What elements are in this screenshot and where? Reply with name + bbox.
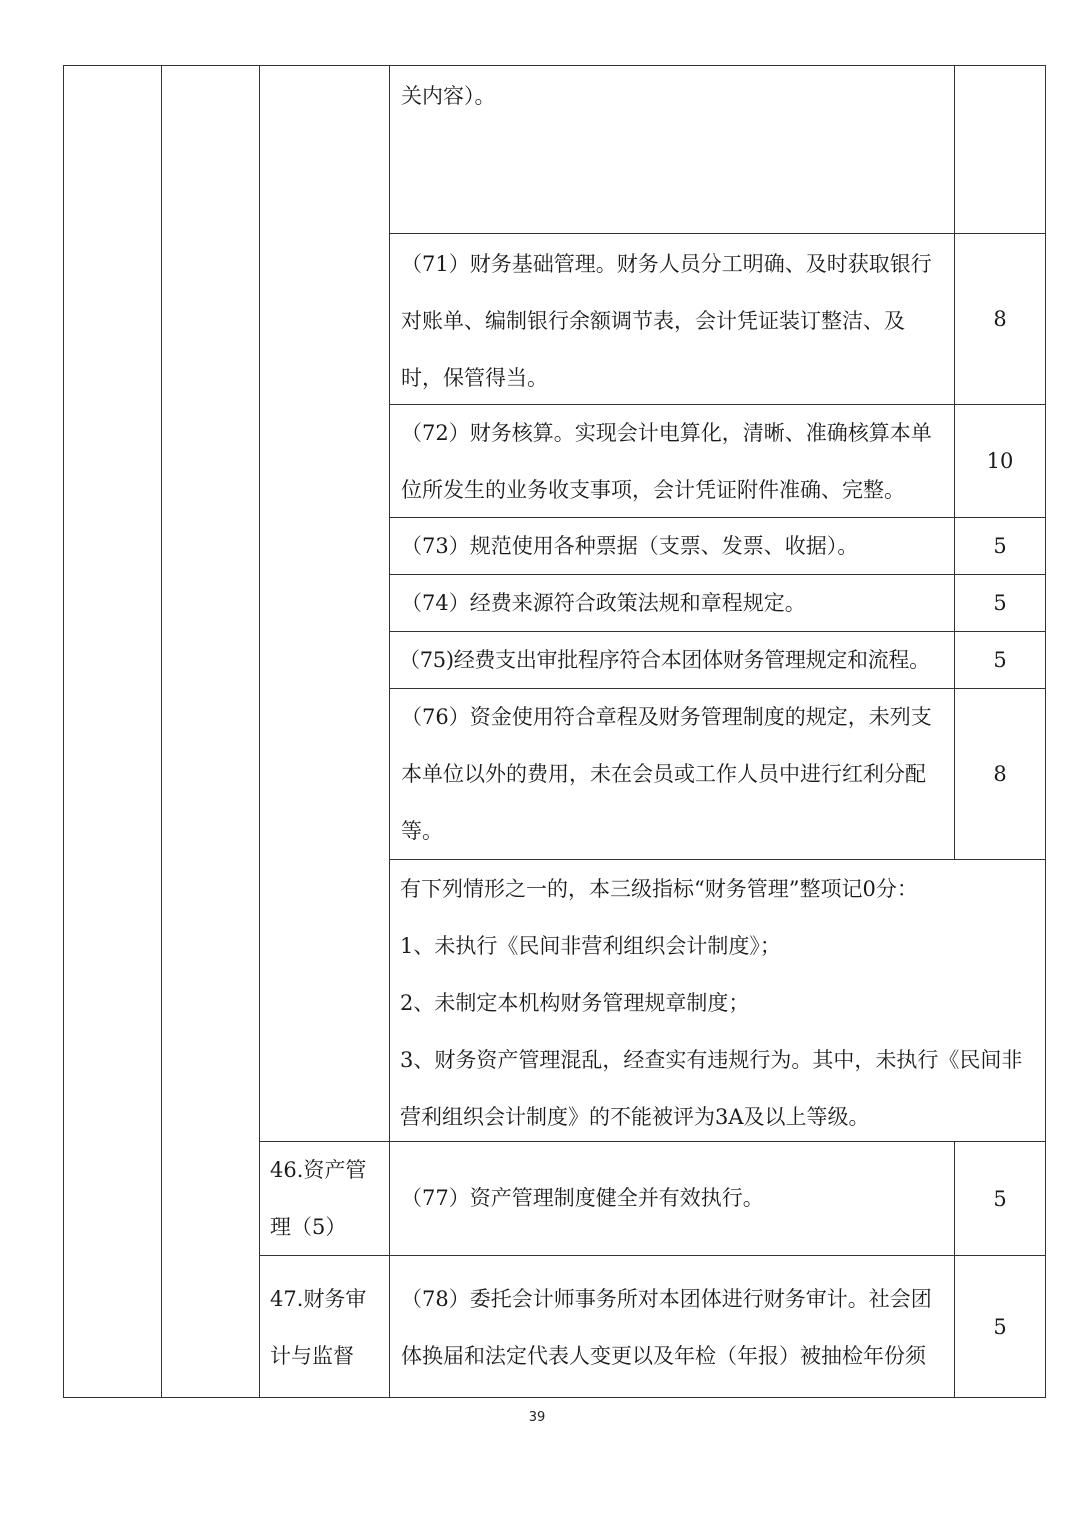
score-value: 5 [993, 648, 1007, 672]
criterion-text: 关内容）。 [401, 84, 496, 108]
note-line: 有下列情形之一的，本三级指标“财务管理”整项记0分： [400, 877, 918, 901]
note-line: 1、未执行《民间非营利组织会计制度》； [400, 934, 781, 958]
criterion-text: （75)经费支出审批程序符合本团体财务管理规定和流程。 [399, 648, 930, 672]
score-value: 5 [993, 1186, 1007, 1211]
score-value: 5 [993, 534, 1007, 558]
score-value: 8 [993, 762, 1007, 786]
page-number: 39 [528, 1410, 546, 1425]
criterion-text: （73）规范使用各种票据（支票、发票、收据）。 [401, 534, 859, 558]
criterion-text: （71）财务基础管理。财务人员分工明确、及时获取银行对账单、编制银行余额调节表，会计凭证装订整洁、及时，保管得当。 [401, 252, 932, 390]
score-value: 8 [993, 307, 1007, 331]
criterion-text: （78）委托会计师事务所对本团体进行财务审计。社会团体换届和法定代表人变更以及年检（年报）被抽检年份须 [401, 1287, 932, 1368]
criterion-text: （77）资产管理制度健全并有效执行。 [401, 1186, 764, 1210]
indicator-label: 47.财务审计与监督 [270, 1287, 367, 1368]
criterion-text: （74）经费来源符合政策法规和章程规定。 [401, 591, 806, 615]
criterion-text: （76）资金使用符合章程及财务管理制度的规定，未列支本单位以外的费用，未在会员或工作人员中进行红利分配等。 [401, 705, 932, 843]
note-line: 2、未制定本机构财务管理规章制度； [400, 991, 750, 1015]
note-line: 3、财务资产管理混乱，经查实有违规行为。其中，未执行《民间非营利组织会计制度》的不能被评为3A及以上等级。 [400, 1048, 1023, 1129]
table-border [63, 1397, 1046, 1398]
table-border [63, 65, 64, 1398]
table-border [161, 65, 162, 1398]
table-border [259, 1255, 1046, 1256]
zero-score-conditions [390, 860, 1045, 1141]
score-value [955, 66, 1045, 233]
score-value: 5 [993, 1314, 1007, 1339]
table-border [389, 233, 1046, 234]
score-value: 5 [993, 591, 1007, 615]
indicator-label: 46.资产管理（5） [270, 1158, 367, 1239]
criterion-text: （72）财务核算。实现会计电算化，清晰、准确核算本单位所发生的业务收支事项，会计凭证附件准确、完整。 [401, 421, 932, 502]
table-border [1045, 65, 1046, 1398]
score-value: 10 [986, 449, 1014, 473]
